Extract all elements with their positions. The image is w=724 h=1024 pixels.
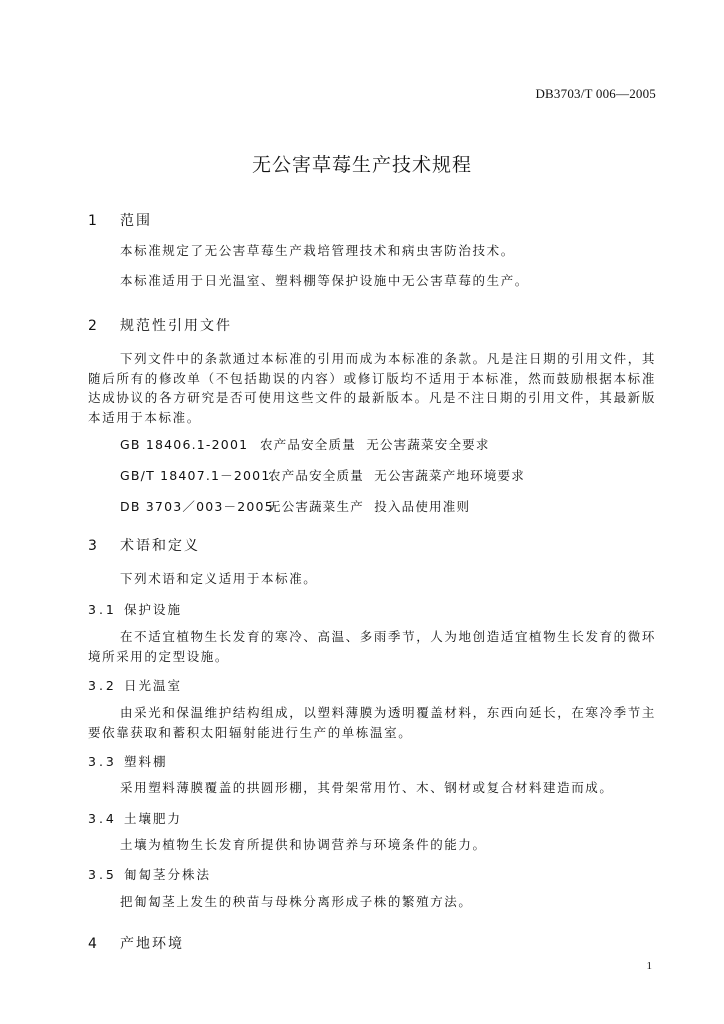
term-definition: 在不适宜植物生长发育的寒冷、高温、多雨季节，人为地创造适宜植物生长发育的微环境所采用的定型设施。	[88, 629, 656, 664]
reference-title: 无公害蔬菜生产 投入品使用准则	[268, 499, 471, 514]
reference-item	[120, 466, 525, 484]
term-number: 3.2	[88, 678, 117, 693]
reference-item	[120, 497, 470, 515]
document-code: DB3703/T 006—2005	[535, 86, 656, 101]
term-definition: 把匍匐茎上发生的秧苗与母株分离形成子株的繁殖方法。	[120, 894, 473, 909]
paragraph: 本标准规定了无公害草莓生产栽培管理技术和病虫害防治技术。	[120, 243, 515, 258]
term-heading-3-5	[88, 865, 211, 883]
section-title: 术语和定义	[120, 538, 200, 554]
section-number: 4	[88, 936, 97, 952]
term-definition: 由采光和保温维护结构组成，以塑料薄膜为透明覆盖材料，东西向延长，在寒冷季节主要依靠获取和蓄积太阳辐射能进行生产的单栋温室。	[88, 705, 656, 740]
page-number: 1	[646, 960, 652, 972]
term-number: 3.4	[88, 811, 117, 826]
reference-item	[120, 435, 490, 453]
document-title: 无公害草莓生产技术规程	[251, 154, 472, 176]
section-number: 1	[88, 213, 97, 229]
term-heading-3-2	[88, 676, 182, 694]
term-name: 匍匐茎分株法	[124, 867, 212, 882]
paragraph: 下列术语和定义适用于本标准。	[120, 571, 318, 586]
paragraph: 下列文件中的条款通过本标准的引用而成为本标准的条款。凡是注日期的引用文件，其随后所有的修改单（不包括勘误的内容）或修订版均不适用于本标准，然而鼓励根据本标准达成协议的各方研究是否可使用这些文件的最新版本。凡是不注日期的引用文件，其最新版本适用于本标准。	[88, 351, 656, 425]
paragraph: 本标准适用于日光温室、塑料棚等保护设施中无公害草莓的生产。	[120, 273, 529, 288]
term-name: 塑料棚	[124, 754, 168, 769]
term-definition: 土壤为植物生长发育所提供和协调营养与环境条件的能力。	[120, 837, 487, 852]
term-heading-3-4	[88, 809, 182, 827]
section-heading-2	[88, 315, 232, 335]
term-number: 3.3	[88, 754, 117, 769]
section-heading-1	[88, 210, 152, 230]
term-number: 3.1	[88, 602, 117, 617]
section-number: 2	[88, 318, 97, 334]
section-heading-4	[88, 933, 184, 953]
term-name: 保护设施	[124, 602, 183, 617]
section-title: 范围	[120, 213, 152, 229]
reference-code: DB 3703／003－2005	[120, 499, 274, 514]
term-name: 土壤肥力	[124, 811, 183, 826]
reference-title: 农产品安全质量 无公害蔬菜产地环境要求	[268, 468, 525, 483]
term-definition: 采用塑料薄膜覆盖的拱圆形棚，其骨架常用竹、木、钢材或复合材料建造而成。	[120, 780, 614, 795]
term-number: 3.5	[88, 867, 117, 882]
reference-code: GB/T 18407.1－2001	[120, 468, 271, 483]
reference-title: 农产品安全质量 无公害蔬菜安全要求	[260, 437, 490, 452]
section-title: 规范性引用文件	[120, 318, 232, 334]
term-name: 日光温室	[124, 678, 183, 693]
section-title: 产地环境	[120, 936, 184, 952]
term-heading-3-3	[88, 752, 168, 770]
reference-code: GB 18406.1-2001	[120, 437, 249, 452]
term-heading-3-1	[88, 600, 182, 618]
section-heading-3	[88, 535, 200, 555]
section-number: 3	[88, 538, 97, 554]
